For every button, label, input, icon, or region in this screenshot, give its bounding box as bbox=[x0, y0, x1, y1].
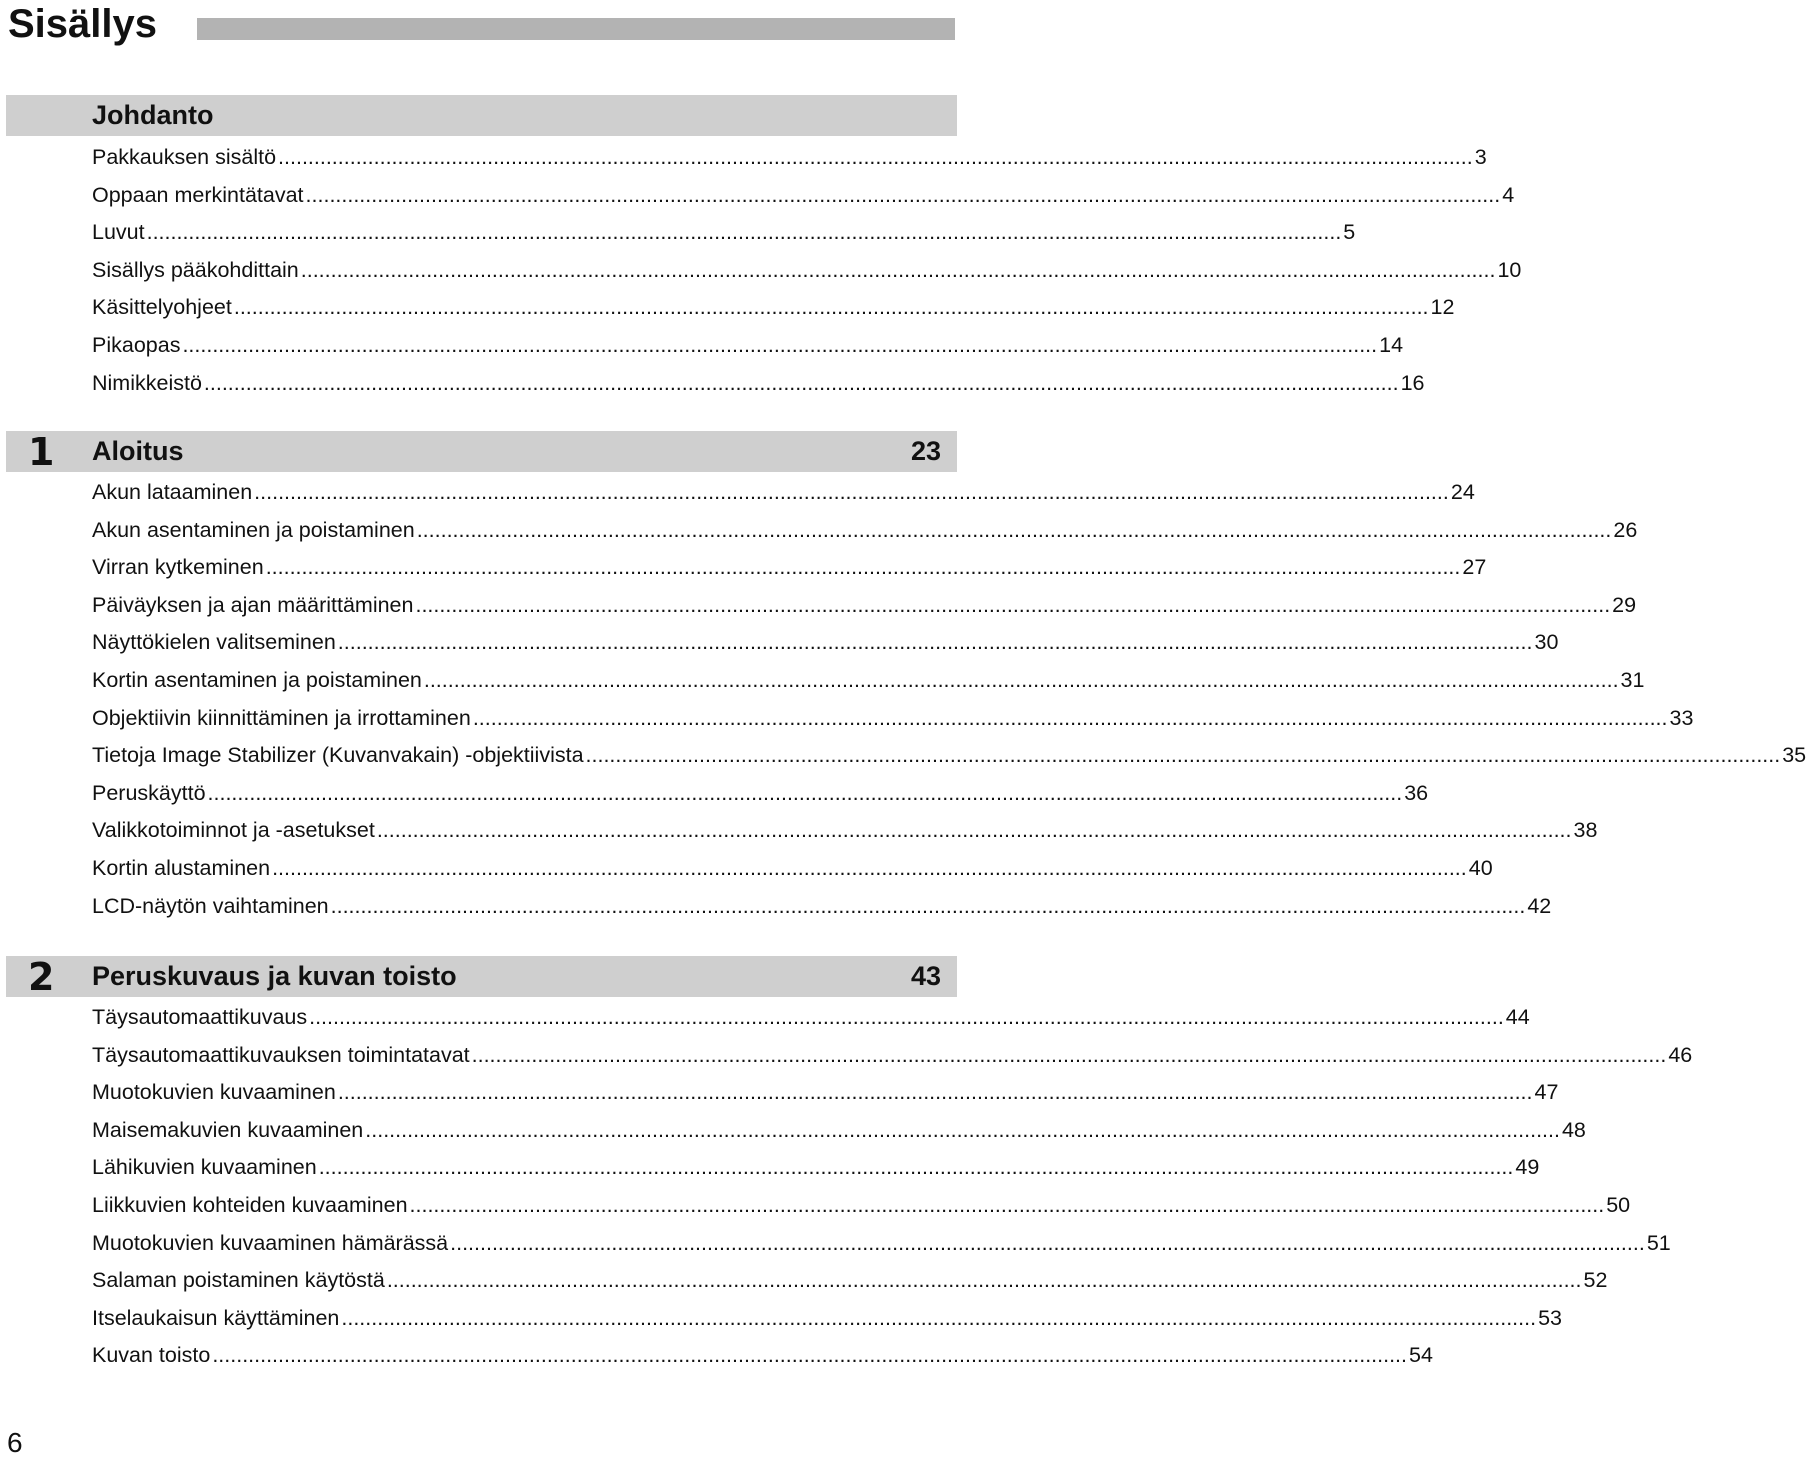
toc-entry-page: 53 bbox=[1538, 1305, 1562, 1330]
page-number: 6 bbox=[7, 1427, 23, 1458]
page-title: Sisällys bbox=[8, 2, 158, 46]
toc-entry[interactable] bbox=[92, 624, 1559, 662]
toc-entry[interactable] bbox=[92, 549, 1487, 587]
toc-entry-page: 16 bbox=[1400, 370, 1425, 395]
toc-entry-page: 5 bbox=[1343, 220, 1356, 245]
toc-section-peruskuvaus bbox=[0, 955, 1693, 1375]
toc-entry[interactable] bbox=[92, 812, 1598, 850]
dot-leader: ........................................................................................................................................................................................................ bbox=[146, 220, 1342, 245]
toc-entry[interactable] bbox=[92, 1037, 1693, 1075]
section-header bbox=[6, 956, 957, 997]
toc-entry[interactable] bbox=[92, 1187, 1631, 1225]
toc-entry[interactable] bbox=[92, 1225, 1671, 1263]
toc-entry-label: Luvut bbox=[92, 220, 145, 245]
toc-entry-page: 46 bbox=[1668, 1042, 1693, 1067]
dot-leader: ........................................................................................................................................................................................................ bbox=[182, 332, 1378, 357]
toc-entry-label: Pakkauksen sisältö bbox=[92, 145, 277, 169]
toc-list bbox=[0, 999, 1693, 1375]
dot-leader: ........................................................................................................................................................................................................ bbox=[471, 1042, 1667, 1067]
toc-entry-page: 38 bbox=[1573, 818, 1598, 843]
toc-list bbox=[0, 139, 1522, 402]
dot-leader: ........................................................................................................................................................................................................ bbox=[337, 1080, 1533, 1105]
toc-entry-label: Nimikkeistö bbox=[92, 370, 202, 395]
toc-entry-page: 24 bbox=[1450, 480, 1475, 504]
toc-entry-label: Peruskäyttö bbox=[92, 780, 206, 805]
dot-leader: ........................................................................................................................................................................................................ bbox=[305, 182, 1501, 207]
toc-entry-page: 30 bbox=[1534, 630, 1559, 655]
dot-leader: ........................................................................................................................................................................................................ bbox=[233, 295, 1429, 320]
toc-entry-page: 3 bbox=[1474, 145, 1487, 169]
section-title[interactable]: Peruskuvaus ja kuvan toisto bbox=[92, 961, 457, 991]
section-page-number: 23 bbox=[910, 436, 941, 466]
toc-entry[interactable] bbox=[92, 327, 1404, 365]
toc-entry-label: Objektiivin kiinnittäminen ja irrottaminen bbox=[92, 705, 471, 730]
toc-entry[interactable] bbox=[92, 289, 1455, 327]
toc-list bbox=[0, 474, 1806, 925]
toc-entry-label: Päiväyksen ja ajan määrittäminen bbox=[92, 592, 414, 617]
toc-entry-page: 40 bbox=[1468, 855, 1493, 880]
toc-entry-page: 54 bbox=[1409, 1343, 1433, 1368]
toc-entry[interactable] bbox=[92, 999, 1530, 1037]
toc-entry[interactable] bbox=[92, 662, 1645, 700]
dot-leader: ........................................................................................................................................................................................................ bbox=[423, 667, 1619, 692]
toc-entry-label: Täysautomaattikuvaus bbox=[92, 1005, 308, 1029]
toc-entry-label: Virran kytkeminen bbox=[92, 555, 264, 580]
toc-entry-page: 50 bbox=[1606, 1192, 1631, 1217]
toc-entry-page: 52 bbox=[1583, 1268, 1608, 1293]
toc-entry[interactable] bbox=[92, 1337, 1433, 1375]
toc-entry-page: 42 bbox=[1527, 893, 1552, 918]
dot-leader: ........................................................................................................................................................................................................ bbox=[415, 592, 1611, 617]
toc-entry[interactable] bbox=[92, 888, 1552, 926]
toc-entry-label: Itselaukaisun käyttäminen bbox=[92, 1305, 340, 1330]
toc-entry[interactable] bbox=[92, 1300, 1562, 1338]
dot-leader: ........................................................................................................................................................................................................ bbox=[309, 1005, 1504, 1029]
dot-leader: ........................................................................................................................................................................................................ bbox=[386, 1268, 1582, 1293]
toc-entry-label: Pikaopas bbox=[92, 332, 181, 357]
toc-entry-label: Kortin asentaminen ja poistaminen bbox=[92, 667, 422, 692]
toc-entry-page: 33 bbox=[1669, 705, 1694, 730]
toc-entry-page: 26 bbox=[1613, 517, 1638, 542]
dot-leader: ........................................................................................................................................................................................................ bbox=[254, 480, 1449, 504]
chapter-number: 2 bbox=[28, 955, 55, 999]
dot-leader: ........................................................................................................................................................................................................ bbox=[337, 630, 1533, 655]
toc-entry-page: 35 bbox=[1782, 743, 1806, 768]
toc-entry[interactable] bbox=[92, 1262, 1608, 1300]
dot-leader: ........................................................................................................................................................................................................ bbox=[365, 1117, 1560, 1142]
toc-entry[interactable] bbox=[92, 177, 1515, 215]
dot-leader: ........................................................................................................................................................................................................ bbox=[472, 705, 1668, 730]
dot-leader: ........................................................................................................................................................................................................ bbox=[318, 1155, 1514, 1180]
toc-entry-page: 47 bbox=[1534, 1080, 1559, 1105]
toc-entry[interactable] bbox=[92, 1149, 1540, 1187]
toc-entry-label: Muotokuvien kuvaaminen bbox=[92, 1080, 336, 1105]
toc-entry-label: Tietoja Image Stabilizer (Kuvanvakain) -objektiivista bbox=[92, 743, 584, 768]
toc-entry[interactable] bbox=[92, 700, 1694, 738]
section-header bbox=[6, 95, 957, 136]
toc-entry[interactable] bbox=[92, 1112, 1586, 1150]
dot-leader: ........................................................................................................................................................................................................ bbox=[416, 517, 1612, 542]
toc-entry-label: Oppaan merkintätavat bbox=[92, 182, 304, 207]
toc-entry-label: Valikkotoiminnot ja -asetukset bbox=[92, 818, 375, 843]
toc-entry[interactable] bbox=[92, 365, 1425, 403]
dot-leader: ........................................................................................................................................................................................................ bbox=[409, 1192, 1605, 1217]
toc-entry[interactable] bbox=[92, 587, 1637, 625]
toc-entry-label: Muotokuvien kuvaaminen hämärässä bbox=[92, 1230, 449, 1255]
toc-entry[interactable] bbox=[92, 474, 1475, 512]
dot-leader: ........................................................................................................................................................................................................ bbox=[272, 855, 1467, 880]
dot-leader: ........................................................................................................................................................................................................ bbox=[585, 743, 1781, 768]
section-header bbox=[6, 431, 957, 472]
toc-entry[interactable] bbox=[92, 139, 1487, 177]
toc-entry[interactable] bbox=[92, 737, 1806, 775]
toc-entry-page: 36 bbox=[1404, 780, 1429, 805]
dot-leader: ........................................................................................................................................................................................................ bbox=[450, 1230, 1645, 1255]
dot-leader: ........................................................................................................................................................................................................ bbox=[265, 555, 1461, 580]
dot-leader: ........................................................................................................................................................................................................ bbox=[341, 1305, 1537, 1330]
toc-entry-page: 4 bbox=[1502, 182, 1515, 207]
toc-entry[interactable] bbox=[92, 252, 1522, 290]
toc-entry[interactable] bbox=[92, 1074, 1559, 1112]
toc-entry-label: Liikkuvien kohteiden kuvaaminen bbox=[92, 1192, 408, 1217]
toc-entry-label: Maisemakuvien kuvaaminen bbox=[92, 1117, 364, 1142]
title-rule-bar bbox=[197, 18, 955, 40]
toc-entry-page: 12 bbox=[1430, 295, 1455, 320]
dot-leader: ........................................................................................................................................................................................................ bbox=[300, 257, 1496, 282]
toc-entry-label: Akun asentaminen ja poistaminen bbox=[92, 517, 415, 542]
toc-entry-label: Sisällys pääkohdittain bbox=[92, 257, 299, 282]
toc-entry-page: 14 bbox=[1379, 332, 1404, 357]
dot-leader: ........................................................................................................................................................................................................ bbox=[278, 145, 1473, 169]
section-page-number: 43 bbox=[910, 961, 941, 991]
toc-entry-page: 44 bbox=[1505, 1005, 1530, 1029]
toc-entry-page: 49 bbox=[1515, 1155, 1540, 1180]
toc-entry-page: 51 bbox=[1646, 1230, 1671, 1255]
toc-entry-label: Salaman poistaminen käytöstä bbox=[92, 1268, 385, 1293]
dot-leader: ........................................................................................................................................................................................................ bbox=[203, 370, 1399, 395]
toc-entry-label: LCD-näytön vaihtaminen bbox=[92, 893, 329, 918]
section-title[interactable]: Aloitus bbox=[92, 436, 184, 466]
toc-entry-page: 10 bbox=[1497, 257, 1522, 282]
toc-entry-label: Näyttökielen valitseminen bbox=[92, 630, 336, 655]
toc-entry[interactable] bbox=[92, 214, 1356, 252]
toc-entry-label: Kuvan toisto bbox=[92, 1343, 211, 1368]
toc-entry-label: Käsittelyohjeet bbox=[92, 295, 232, 320]
toc-entry-label: Akun lataaminen bbox=[92, 480, 253, 504]
dot-leader: ........................................................................................................................................................................................................ bbox=[212, 1343, 1408, 1368]
dot-leader: ........................................................................................................................................................................................................ bbox=[207, 780, 1403, 805]
chapter-number: 1 bbox=[28, 430, 55, 474]
toc-entry-page: 48 bbox=[1561, 1117, 1586, 1142]
toc-entry-label: Täysautomaattikuvauksen toimintatavat bbox=[92, 1042, 470, 1067]
toc-entry-page: 27 bbox=[1462, 555, 1487, 580]
toc-entry[interactable] bbox=[92, 850, 1493, 888]
toc-section-aloitus bbox=[0, 430, 1806, 925]
toc-entry[interactable] bbox=[92, 775, 1429, 813]
toc-entry-label: Kortin alustaminen bbox=[92, 855, 271, 880]
dot-leader: ........................................................................................................................................................................................................ bbox=[330, 893, 1526, 918]
toc-section-johdanto bbox=[0, 95, 1522, 402]
toc-entry-page: 29 bbox=[1612, 592, 1637, 617]
toc-entry-label: Lähikuvien kuvaaminen bbox=[92, 1155, 317, 1180]
dot-leader: ........................................................................................................................................................................................................ bbox=[376, 818, 1572, 843]
toc-entry[interactable] bbox=[92, 512, 1638, 550]
toc-entry-page: 31 bbox=[1620, 667, 1645, 692]
section-title[interactable]: Johdanto bbox=[92, 100, 214, 130]
